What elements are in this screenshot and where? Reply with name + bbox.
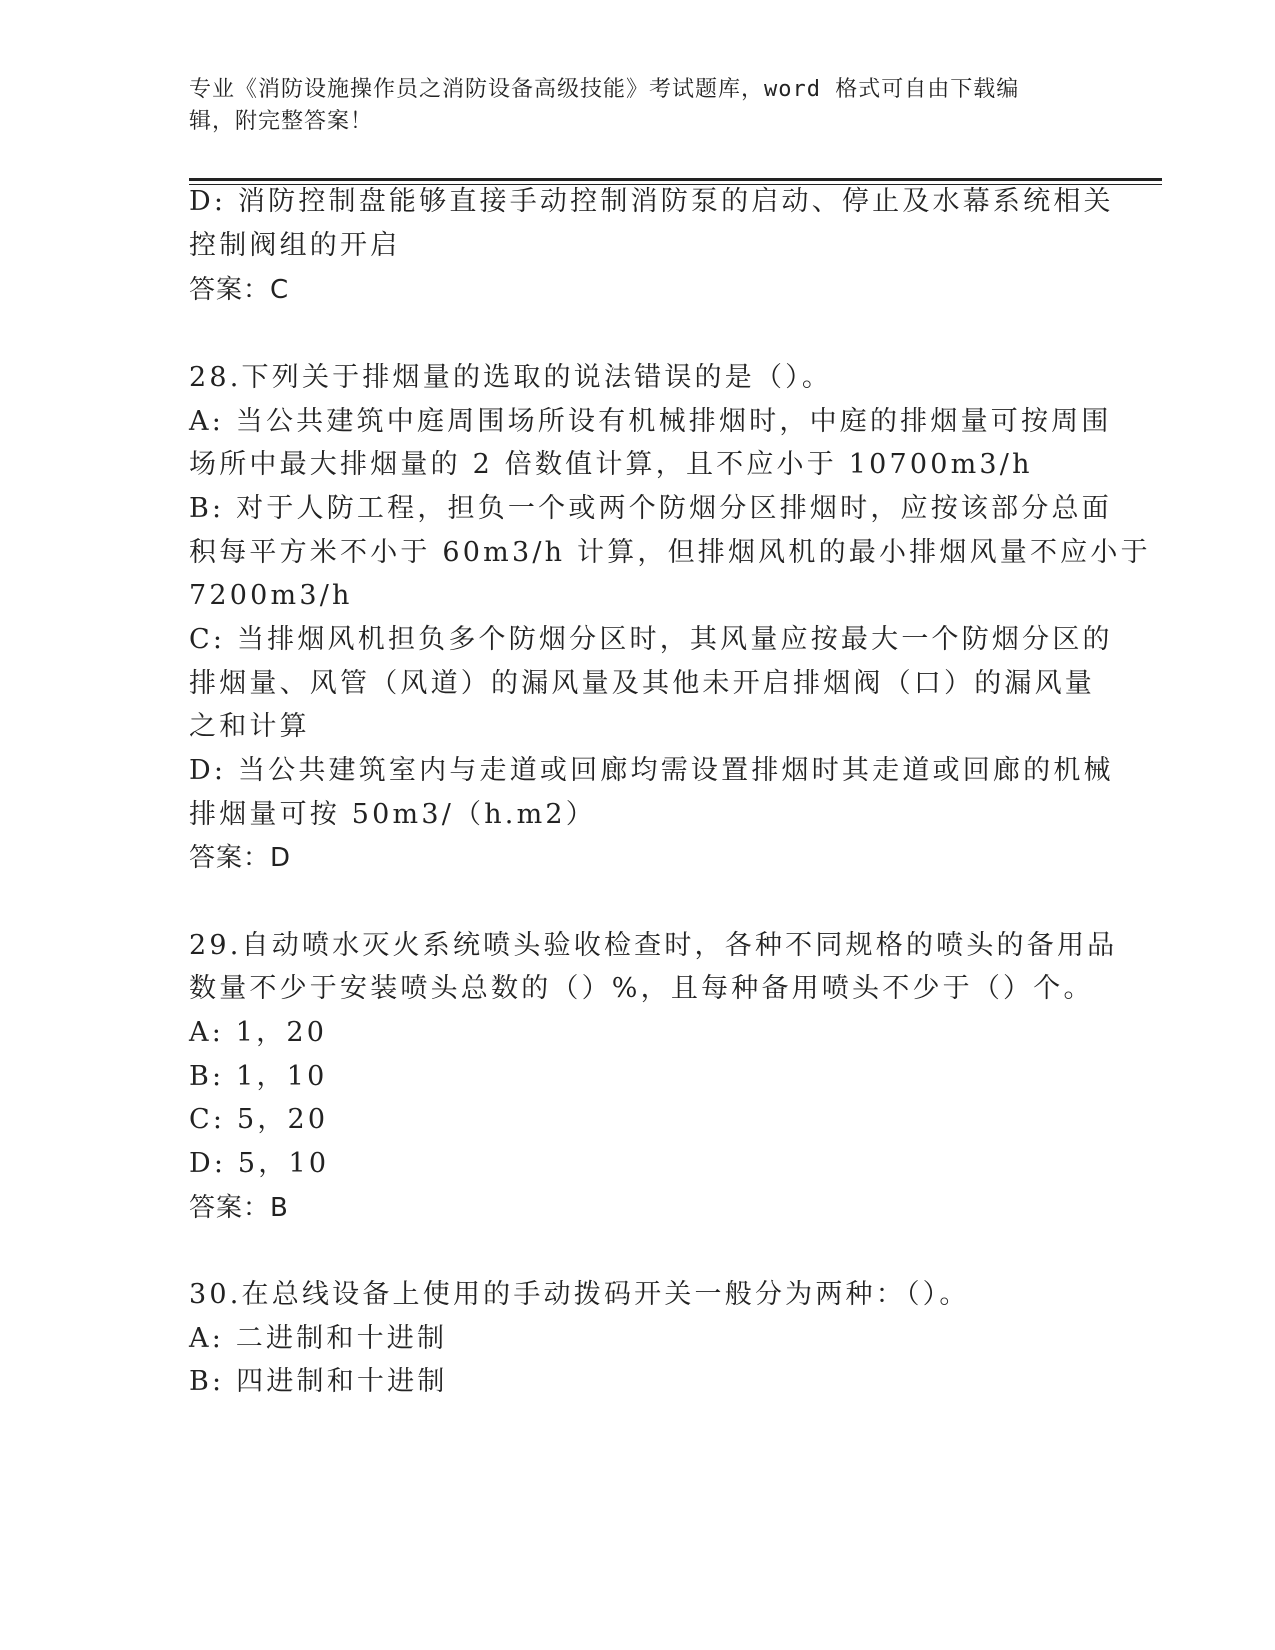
q30-option-a: A: 二进制和十进制 [189,1323,448,1354]
q28-option-d-line-1: D: 当公共建筑室内与走道或回廊均需设置排烟时其走道或回廊的机械 [189,755,1114,786]
q29-stem-line-2: 数量不少于安装喷头总数的（）%，且每种备用喷头不少于（）个。 [189,973,1094,1004]
q28-option-b-line-1: B: 对于人防工程，担负一个或两个防烟分区排烟时，应按该部分总面 [189,493,1112,524]
q28-option-a-line-1: A: 当公共建筑中庭周围场所设有机械排烟时，中庭的排烟量可按周围 [189,406,1112,437]
prev-option-d-line-1: D: 消防控制盘能够直接手动控制消防泵的启动、停止及水幕系统相关 [189,186,1114,217]
q28-stem: 28.下列关于排烟量的选取的说法错误的是（）。 [189,362,833,393]
q29-answer: 答案：B [189,1193,289,1223]
q30-option-b: B: 四进制和十进制 [189,1366,448,1397]
prev-option-d-line-2: 控制阀组的开启 [189,230,401,261]
page-header-note [189,74,1069,138]
header-line-1: 专业《消防设施操作员之消防设备高级技能》考试题库，word 格式可自由下载编 [189,77,1020,102]
q28-option-b-line-3: 7200m3/h [189,580,353,611]
q29-option-a: A: 1，20 [189,1017,328,1048]
q28-option-a-line-2: 场所中最大排烟量的 2 倍数值计算，且不应小于 10700m3/h [189,449,1033,480]
header-divider-thick [189,178,1162,181]
q28-option-c-line-3: 之和计算 [189,711,310,742]
q29-option-d: D: 5，10 [189,1148,330,1179]
q28-answer: 答案：D [189,843,292,873]
header-line-2: 辑，附完整答案！ [189,109,374,134]
q28-option-b-line-2: 积每平方米不小于 60m3/h 计算，但排烟风机的最小排烟风量不应小于 [189,537,1151,568]
q28-option-c-line-2: 排烟量、风管（风道）的漏风量及其他未开启排烟阀（口）的漏风量 [189,668,1095,699]
q28-option-d-line-2: 排烟量可按 50m3/（h.m2） [189,799,596,830]
prev-answer: 答案：C [189,275,290,305]
q29-stem-line-1: 29.自动喷水灭火系统喷头验收检查时，各种不同规格的喷头的备用品 [189,930,1118,961]
q30-stem: 30.在总线设备上使用的手动拨码开关一般分为两种：（）。 [189,1279,970,1310]
q29-option-b: B: 1，10 [189,1061,328,1092]
q29-option-c: C: 5，20 [189,1104,329,1135]
q28-option-c-line-1: C: 当排烟风机担负多个防烟分区时，其风量应按最大一个防烟分区的 [189,624,1113,655]
